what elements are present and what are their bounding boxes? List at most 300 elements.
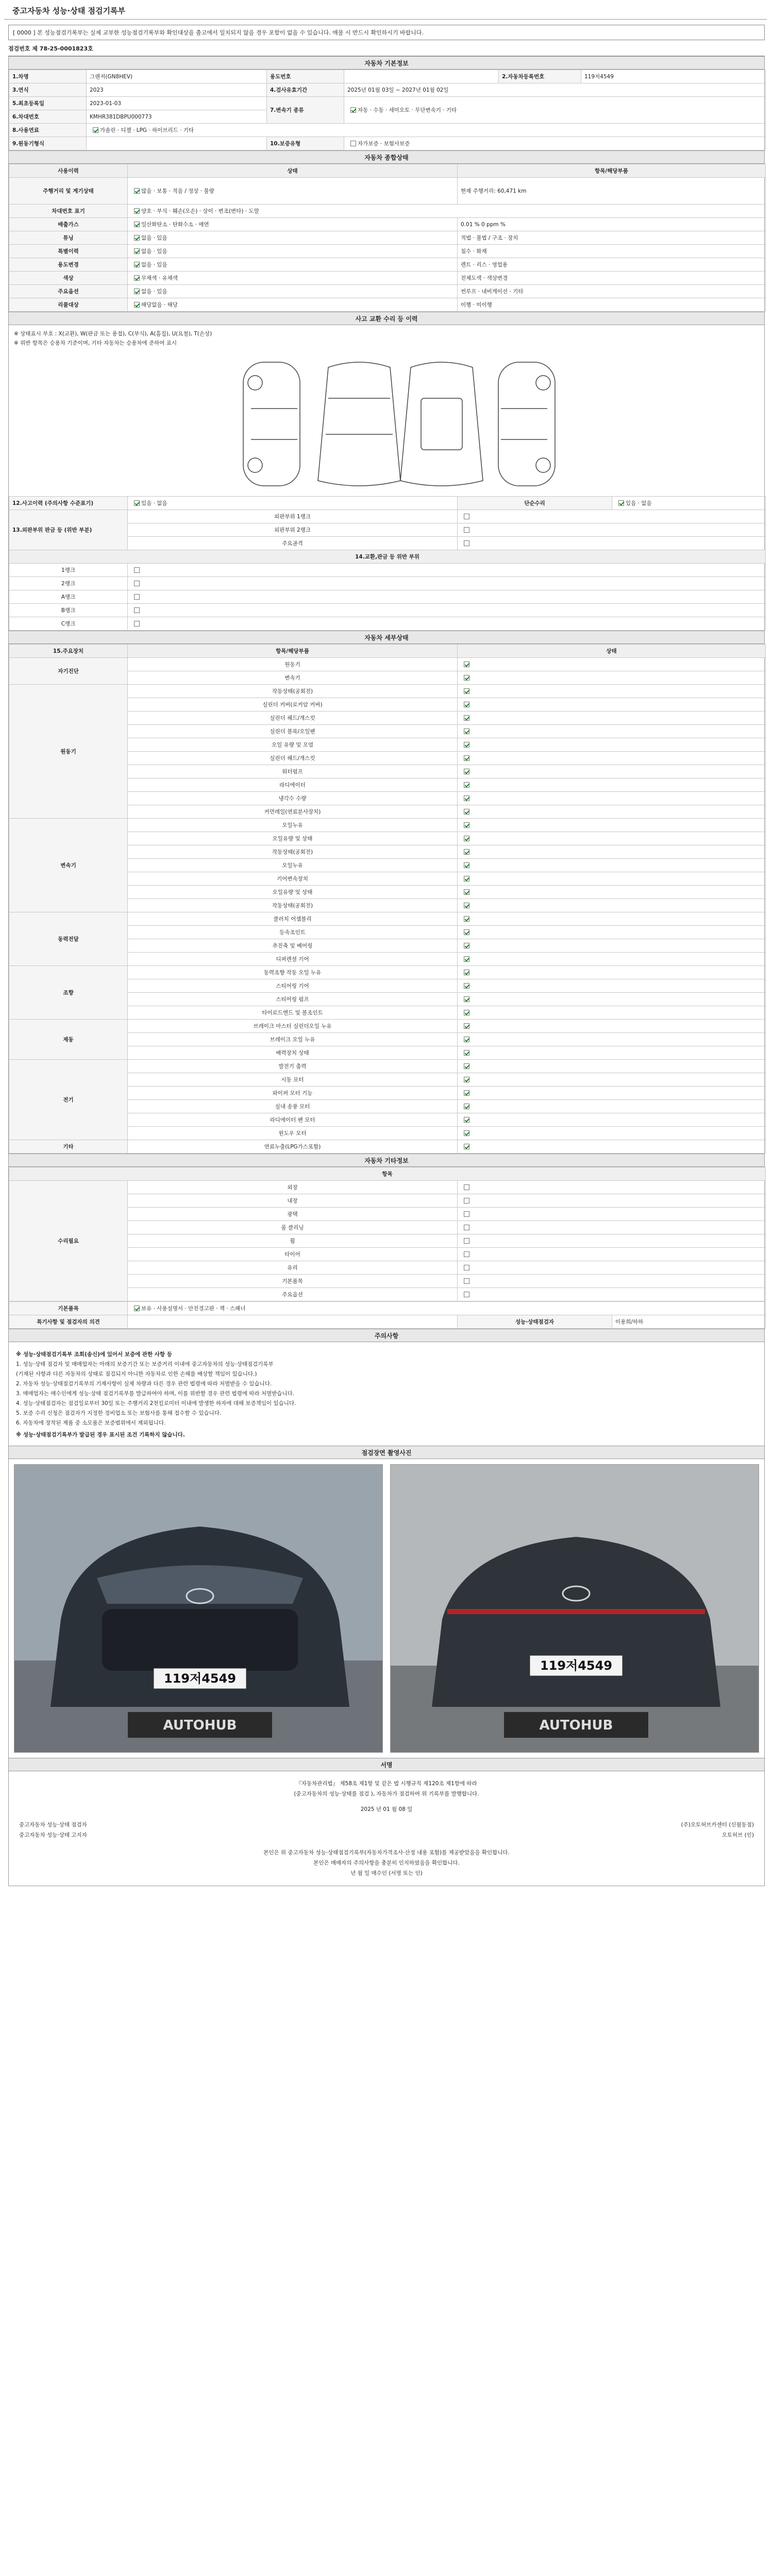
sign-buyer-line: 년 월 일 매수인 (서명 또는 인) [350,1870,423,1876]
detail-item-label: 스티어링 기어 [128,979,458,993]
overall-note-color: 전체도색 · 색상변경 [458,272,766,285]
overall-label-tuning: 튜닝 [9,231,128,245]
detail-row [9,1020,766,1033]
detail-item-label: 동력조향 작동 오일 누유 [128,966,458,979]
checkbox-icon [464,715,469,721]
checkbox-icon [134,208,140,214]
checkbox-icon [134,235,140,241]
detail-item-state [458,872,766,886]
detail-header-part: 항목/해당부품 [128,645,458,658]
detail-item-label: 기어변속장치 [128,872,458,886]
other-item-label: 외장 [128,1181,458,1194]
detail-group-label: 제동 [9,1020,128,1060]
detail-item-label: 커먼레일(연료분사장치) [128,805,458,819]
checkbox-icon [464,916,469,922]
checkbox-icon [464,1278,469,1284]
detail-row [9,819,766,832]
detail-item-label: 디퍼렌셜 기어 [128,953,458,966]
detail-table [9,644,766,1154]
detail-item-label: 실린더 커버(로커암 커버) [128,698,458,711]
overall-state-tuning [128,231,458,245]
value-year: 2023 [87,83,267,97]
repair-needed-label: 수리필요 [9,1181,128,1301]
detail-item-state [458,658,766,671]
detail-item-state [458,845,766,859]
detail-item-state [458,1087,766,1100]
checkbox-icon [464,1144,469,1149]
checkbox-icon [464,836,469,841]
checkbox-icon [464,1251,469,1257]
checkbox-icon [464,929,469,935]
part-rank-1-value [128,564,766,577]
detail-item-state [458,738,766,752]
detail-row [9,685,766,698]
frame-value [458,537,766,550]
checkbox-icon [464,1104,469,1109]
checkbox-icon [464,702,469,707]
detail-group-label: 변속기 [9,819,128,912]
overall-state-vin [128,205,766,218]
checkbox-icon [464,742,469,748]
rank2-label: 외판부위 2랭크 [128,523,458,537]
other-item-label: 주요옵션 [128,1288,458,1301]
other-item-label: 기본품목 [128,1275,458,1288]
detail-group-label: 조향 [9,966,128,1020]
car-side-right-icon [498,362,555,486]
photo-front [14,1464,383,1753]
checkbox-icon [464,1292,469,1297]
checkbox-icon [464,862,469,868]
overall-note-mileage: 현재 주행거리: 60,471 km [458,178,766,205]
detail-row [9,966,766,979]
checkbox-icon [134,289,140,294]
detail-item-state [458,725,766,738]
notes-lead: ※ 성능·상태점검기록부 조회(송신)에 있어서 보증에 관한 사항 등 [16,1351,172,1358]
part-rank-c: C랭크 [9,617,128,631]
rear-plate-text: 119저4549 [540,1658,613,1673]
checkbox-icon [464,1037,469,1042]
detail-item-label: 등속조인트 [128,926,458,939]
checkbox-icon [464,540,469,546]
section-title-detail: 자동차 세부상태 [9,631,764,644]
detail-header-device: 15.주요장치 [9,645,128,658]
detail-item-label: 오일 유량 및 오염 [128,738,458,752]
note-item: 3. 매매업자는 매수인에게 성능·상태 점검기록부를 발급하여야 하며, 이를 위반할 경우 관련 법령에 따라 처벌받습니다. [16,1391,295,1397]
checkbox-icon [134,500,140,506]
checkbox-icon [464,755,469,761]
rank1-label: 외판부위 1랭크 [128,510,458,523]
label-engine-type: 9.원동기형식 [9,137,87,150]
part-rank-c-value [128,617,766,631]
detail-item-label: 윈도우 모터 [128,1127,458,1140]
accident-value [128,497,458,510]
fuel-options: 가솔린 · 디젤 · LPG · 하이브리드 · 기타 [100,127,194,133]
detail-group-label: 동력전달 [9,912,128,966]
detail-item-label: 발전기 출력 [128,1060,458,1073]
options-state: 없음 · 있음 [141,289,167,295]
checkbox-icon [134,594,140,600]
detail-item-label: 실린더 블록/오일팬 [128,725,458,738]
detail-item-state [458,671,766,685]
checkbox-icon [464,1063,469,1069]
part-rank-2: 2랭크 [9,577,128,590]
checkbox-icon [464,1198,469,1204]
value-car-name: 그랜저(GN8HEV) [87,70,267,83]
special-state: 없음 · 있음 [141,248,167,255]
other-header: 항목 [9,1167,766,1181]
detail-item-label: 실린더 헤드/개스킷 [128,752,458,765]
checkbox-icon [464,1211,469,1217]
checkbox-icon [134,248,140,254]
detail-item-state [458,859,766,872]
detail-item-state [458,953,766,966]
note-item: 6. 자동차에 장착된 제품 중 소모품은 보증범위에서 제외됩니다. [16,1420,166,1426]
label-vin: 6.차대번호 [9,110,87,124]
color-state: 무채색 · 유채색 [141,275,178,281]
checkbox-icon [464,903,469,908]
overall-note-recall: 이행 · 미이행 [458,298,766,312]
checkbox-icon [350,107,356,113]
detail-item-label: 시동 모터 [128,1073,458,1087]
overall-label-special: 특별이력 [9,245,128,258]
document-title: 중고자동차 성능·상태 점검기록부 [4,0,767,20]
detail-item-label: 추진축 및 베어링 [128,939,458,953]
basic-info-table [9,70,766,150]
detail-item-state [458,711,766,725]
checkbox-icon [464,1023,469,1029]
note-item: 1. 성능·상태 점검자 및 매매업자는 아래의 보증기간 또는 보증거리 이내에 중고자동차의 성능·상태점검기록부 [16,1361,274,1367]
section-title-photos: 점검장면 촬영사진 [9,1446,764,1459]
checkbox-icon [464,795,469,801]
car-diagram [9,352,764,496]
checkbox-icon [464,662,469,667]
overall-label-recall: 리콜대상 [9,298,128,312]
inspector-value: 이용희/하하 [612,1315,766,1329]
detail-item-state [458,778,766,792]
checkbox-icon [464,514,469,519]
damage-legend [9,325,764,352]
label-transmission: 7.변속기 종류 [267,97,344,124]
usage-change-state: 없음 · 있음 [141,262,167,268]
sign-text-4: 본인은 매매자의 주의사항을 충분히 인지하였음을 확인합니다. [313,1860,460,1866]
overall-state-color [128,272,458,285]
detail-item-state [458,1127,766,1140]
section-title-notes: 주의사항 [9,1329,764,1342]
detail-item-state [458,1113,766,1127]
checkbox-icon [464,675,469,681]
overall-table [9,164,766,312]
front-brand-text: AUTOHUB [163,1718,237,1733]
label-fuel: 8.사용연료 [9,124,87,137]
checkbox-icon [464,782,469,788]
detail-item-state [458,1006,766,1020]
rank1-value [458,510,766,523]
checkbox-icon [618,500,624,506]
repair-value [612,497,766,510]
checkbox-icon [134,1306,140,1311]
other-item-state [458,1275,766,1288]
overall-note-usage-change: 렌트 · 리스 · 영업용 [458,258,766,272]
other-item-state [458,1181,766,1194]
other-item-state [458,1221,766,1234]
checkbox-icon [464,1130,469,1136]
value-warranty [344,137,766,150]
vin-state: 양호 · 부식 · 훼손(오손) · 상이 · 변조(변타) · 도말 [141,208,259,214]
section-title-sign: 서명 [9,1758,764,1771]
other-item-state [458,1208,766,1221]
detail-item-state [458,1073,766,1087]
detail-item-label: 원동기 [128,658,458,671]
checkbox-icon [464,983,469,989]
detail-item-label: 와이퍼 모터 기능 [128,1087,458,1100]
label-car-name: 1.차명 [9,70,87,83]
section-title-overall: 자동차 종합상태 [9,150,764,164]
rank2-value [458,523,766,537]
note-item: 2. 자동차 성능·상태점검기록부의 기재사항이 실제 차량과 다른 경우 관련 법령에 따라 처벌받을 수 있습니다. [16,1381,272,1387]
detail-item-state [458,939,766,953]
checkbox-icon [464,876,469,882]
overall-state-emission [128,218,458,231]
part-rank-a-value [128,590,766,604]
other-item-state [458,1248,766,1261]
other-item-label: 휠 [128,1234,458,1248]
sign-inspector-name: (주)오토허브카센터 (신월동점) [681,1822,754,1828]
section-title-damage: 사고 교환 수리 등 이력 [9,312,764,325]
detail-item-state [458,1046,766,1060]
sign-body [9,1771,764,1886]
detail-item-state [458,805,766,819]
checkbox-icon [464,849,469,855]
overall-note-special: 침수 · 화재 [458,245,766,258]
detail-item-label: 브레이크 마스터 실린더오일 누유 [128,1020,458,1033]
checkbox-icon [134,188,140,194]
label-year: 3.연식 [9,83,87,97]
other-item-state [458,1194,766,1208]
detail-item-state [458,926,766,939]
checkbox-icon [464,1010,469,1015]
checkbox-icon [464,996,469,1002]
note-item: 5. 보증 수리 신청은 점검자가 지정한 정비업소 또는 보험사를 통해 접수할 수 있습니다. [16,1410,222,1416]
overall-label-mileage: 주행거리 및 계기상태 [9,178,128,205]
other-extra-table [9,1301,766,1329]
parts-title: 14.교환,판금 등 위반 부위 [9,550,766,564]
checkbox-icon [464,1117,469,1123]
recall-state: 해당없음 · 해당 [141,302,178,308]
warranty-options: 자가보증 · 보험사보증 [358,141,410,147]
checkbox-icon [464,527,469,533]
front-plate-text: 119저4549 [163,1671,237,1686]
basic-items-value [128,1302,766,1315]
detail-item-state [458,792,766,805]
overall-note-tuning: 적법 · 불법 / 구조 · 장치 [458,231,766,245]
car-top-front-icon [318,362,400,486]
detail-item-state [458,886,766,899]
panel-label: 13.외판부위 판금 등 (위반 부분) [9,510,128,550]
other-item-label: 타이어 [128,1248,458,1261]
emission-state: 일산화탄소 · 탄화수소 · 매연 [141,222,209,228]
detail-item-state [458,685,766,698]
value-reg-no: 119저4549 [581,70,766,83]
certificate-number: 점검번호 제 78-25-0001823호 [8,45,93,52]
detail-item-label: 변속기 [128,671,458,685]
detail-item-label: 클러치 어셈블리 [128,912,458,926]
detail-item-state [458,979,766,993]
checkbox-icon [464,1265,469,1270]
frame-label: 주요골격 [128,537,458,550]
note-item: (기재된 사항과 다른 자동차의 상태로 점검되지 아니한 자동차로 인한 손해를 배상할 책임이 있습니다.) [16,1371,257,1377]
transmission-options: 자동 · 수동 · 세미오토 · 무단변속기 · 기타 [358,107,457,113]
detail-item-label: 스티어링 펌프 [128,993,458,1006]
other-item-label: 룸 클리닝 [128,1221,458,1234]
notes-body [9,1342,764,1446]
sign-notifier-label: 중고자동차 성능·상태 고지자 [19,1832,87,1838]
detail-item-label: 작동상태(공회전) [128,899,458,912]
car-side-left-icon [243,362,300,486]
overall-state-options [128,285,458,298]
sign-inspector-label: 중고자동차 성능·상태 점검자 [19,1822,87,1828]
checkbox-icon [464,1090,469,1096]
detail-header-state: 상태 [458,645,766,658]
rear-brand-text: AUTOHUB [539,1718,613,1733]
detail-item-label: 타이로드엔드 및 볼조인트 [128,1006,458,1020]
checkbox-icon [464,1225,469,1230]
value-usage [344,70,499,83]
note-item: 4. 성능·상태점검자는 점검일로부터 30일 또는 주행거리 2천킬로미터 이내에 발생한 하자에 대해 보증책임이 있습니다. [16,1400,296,1406]
checkbox-icon [134,222,140,227]
checkbox-icon [464,688,469,694]
detail-group-label: 원동기 [9,685,128,819]
checkbox-icon [464,769,469,774]
detail-item-state [458,1100,766,1113]
label-inspection-period: 4.검사유효기간 [267,83,344,97]
car-front-photo [14,1465,383,1753]
repair-options: 있음 · 없음 [626,500,652,506]
part-rank-2-value [128,577,766,590]
value-inspection-period: 2025년 01월 03일 ~ 2027년 01월 02일 [344,83,766,97]
overall-label-vin: 차대번호 표기 [9,205,128,218]
overall-label-options: 주요옵션 [9,285,128,298]
other-item-label: 내장 [128,1194,458,1208]
remarks-value [128,1315,458,1329]
overall-state-usage-change [128,258,458,272]
photo-row [9,1459,764,1758]
checkbox-icon [134,262,140,267]
basic-info-section [8,56,765,1886]
sign-text-1: 『자동차관리법』 제58조 제1항 및 같은 법 시행규칙 제120조 제1항에 따라 [296,1781,477,1787]
detail-row [9,1140,766,1154]
checkbox-icon [464,1077,469,1082]
label-first-reg: 5.최초등록일 [9,97,87,110]
detail-item-label: 브레이크 오일 누유 [128,1033,458,1046]
part-rank-b-value [128,604,766,617]
basic-items-options: 보유 · 사용설명서 · 안전경고판 · 잭 · 스패너 [141,1306,246,1312]
notes-warning: ※ 성능·상태점검기록부가 발급된 경우 표시된 조건 기록하지 않습니다. [16,1432,185,1438]
detail-item-label: 라디에이터 [128,778,458,792]
detail-item-state [458,899,766,912]
inspector-label: 성능·상태점검자 [458,1315,612,1329]
overall-note-options: 썬루프 · 내비게이션 · 기타 [458,285,766,298]
detail-item-state [458,832,766,845]
label-warranty: 10.보증유형 [267,137,344,150]
detail-group-label: 전기 [9,1060,128,1140]
checkbox-icon [350,141,356,146]
detail-item-label: 실린더 헤드/개스킷 [128,711,458,725]
detail-item-state [458,993,766,1006]
sign-text-3: 본인은 위 중고자동차 성능·상태점검기록부(자동차가격조사·산정 내용 포함)를 제공받았음을 확인합니다. [263,1850,510,1856]
other-item-state [458,1288,766,1301]
checkbox-icon [134,302,140,308]
overall-note-emission: 0.01 % 0 ppm % [458,218,766,231]
section-title-other: 자동차 기타정보 [9,1154,764,1167]
notice-box: [ 0000 ] 본 성능점검기록부는 실제 교부한 성능점검기록부와 확인대상을 출고에서 일치되지 않을 경우 포함이 없을 수 있습니다. 매물 시 반드시 확인하시기 바랍니다. [8,25,765,40]
overall-header-part: 항목/해당부품 [458,164,766,178]
detail-item-label: 오일유량 및 상태 [128,832,458,845]
detail-group-label: 기타 [9,1140,128,1154]
value-fuel [87,124,766,137]
detail-item-label: 워터펌프 [128,765,458,778]
detail-item-label: 작동상태(공회전) [128,845,458,859]
detail-item-state [458,698,766,711]
car-top-rear-icon [400,362,483,486]
detail-item-state [458,1020,766,1033]
checkbox-icon [134,275,140,281]
checkbox-icon [464,822,469,828]
other-item-state [458,1261,766,1275]
checkbox-icon [464,970,469,975]
detail-row [9,658,766,671]
detail-item-state [458,752,766,765]
overall-label-emission: 배출가스 [9,218,128,231]
remarks-label: 특기사항 및 점검자의 의견 [9,1315,128,1329]
detail-item-state [458,1140,766,1154]
other-item-label: 광택 [128,1208,458,1221]
accident-options: 있음 · 없음 [141,500,167,506]
overall-label-usage-change: 용도변경 [9,258,128,272]
checkbox-icon [464,889,469,895]
label-reg-no: 2.자동차등록번호 [499,70,581,83]
overall-state-recall [128,298,458,312]
sign-notifier-name: 오토허브 (인) [721,1832,754,1838]
checkbox-icon [134,581,140,586]
sign-row-notifier [19,1830,754,1840]
detail-item-state [458,765,766,778]
detail-item-label: 냉각수 수량 [128,792,458,805]
detail-item-label: 오일누유 [128,819,458,832]
detail-group-label: 자기진단 [9,658,128,685]
checkbox-icon [464,1184,469,1190]
value-engine-type [87,137,267,150]
detail-row [9,912,766,926]
repair-label: 단순수리 [458,497,612,510]
legend-line-1: ※ 상태표시 부호 : X(교환), W(판금 또는 용접), C(부식), A(흠집), U(요철), T(손상) [14,331,212,337]
sign-date: 2025 년 01 월 08 일 [360,1806,413,1812]
overall-header-usage: 사용이력 [9,164,128,178]
detail-item-state [458,912,766,926]
sign-text-2: (중고자동차의 성능·상태를 점검 ), 자동차가 점검하여 위 기록부를 발행합니다. [294,1791,479,1797]
tuning-state: 없음 · 있음 [141,235,167,241]
section-title-basic: 자동차 기본정보 [9,56,764,70]
detail-item-label: 실내 송풍 모터 [128,1100,458,1113]
other-row [9,1181,766,1194]
checkbox-icon [464,1238,469,1244]
checkbox-icon [134,607,140,613]
overall-state-mileage [128,178,458,205]
overall-label-color: 색상 [9,272,128,285]
checkbox-icon [464,728,469,734]
detail-item-state [458,1033,766,1046]
label-usage: 용도번호 [267,70,344,83]
other-item-label: 유리 [128,1261,458,1275]
